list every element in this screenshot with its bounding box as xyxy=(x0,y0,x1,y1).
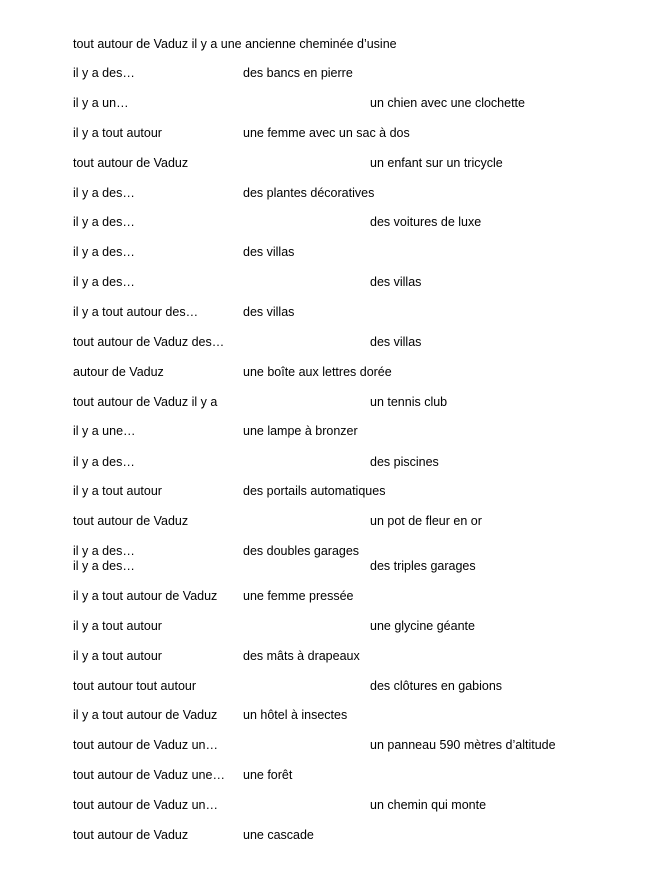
poem-line-3-c3: un chien avec une clochette xyxy=(370,96,525,110)
poem-line-18-c1: il y a des… xyxy=(73,544,135,558)
poem-line-12-c1: autour de Vaduz xyxy=(73,365,164,379)
poem-line-23-c1: tout autour tout autour xyxy=(73,679,197,693)
poem-line-8-c1: il y a des… xyxy=(73,245,135,259)
poem-line-19-c1: il y a des… xyxy=(73,559,135,573)
poem-line-25-c1: tout autour de Vaduz un… xyxy=(73,738,219,752)
poem-line-21-c3: une glycine géante xyxy=(370,619,475,633)
poem-line-1-c1: tout autour de Vaduz il y a une ancienne cheminée d’usine xyxy=(73,37,397,51)
poem-line-7-c1: il y a des… xyxy=(73,215,135,229)
poem-line-3-c1: il y a un… xyxy=(73,96,129,110)
poem-line-9-c1: il y a des… xyxy=(73,275,135,289)
poem-line-28-c2: une cascade xyxy=(243,828,314,842)
poem-line-10-c2: des villas xyxy=(243,305,295,319)
poem-line-2-c1: il y a des… xyxy=(73,66,135,80)
poem-line-27-c3: un chemin qui monte xyxy=(370,798,487,812)
poem-line-20-c2: une femme pressée xyxy=(243,589,354,603)
poem-line-15-c3: des piscines xyxy=(370,455,439,469)
poem-line-13-c3: un tennis club xyxy=(370,395,448,409)
poem-line-22-c1: il y a tout autour xyxy=(73,649,162,663)
poem-line-4-c2: une femme avec un sac à dos xyxy=(243,126,410,140)
poem-line-16-c2: des portails automatiques xyxy=(243,484,386,498)
poem-line-18-c2: des doubles garages xyxy=(243,544,360,558)
poem-line-5-c1: tout autour de Vaduz xyxy=(73,156,189,170)
poem-line-8-c2: des villas xyxy=(243,245,295,259)
poem-line-6-c1: il y a des… xyxy=(73,186,135,200)
poem-line-11-c3: des villas xyxy=(370,335,422,349)
poem-line-22-c2: des mâts à drapeaux xyxy=(243,649,360,663)
poem-line-17-c1: tout autour de Vaduz xyxy=(73,514,189,528)
poem-line-13-c1: tout autour de Vaduz il y a xyxy=(73,395,218,409)
poem-line-9-c3: des villas xyxy=(370,275,422,289)
poem-line-23-c3: des clôtures en gabions xyxy=(370,679,503,693)
poem-line-17-c3: un pot de fleur en or xyxy=(370,514,482,528)
poem-line-14-c2: une lampe à bronzer xyxy=(243,424,358,438)
poem-line-15-c1: il y a des… xyxy=(73,455,135,469)
poem-line-5-c3: un enfant sur un tricycle xyxy=(370,156,503,170)
poem-line-16-c1: il y a tout autour xyxy=(73,484,162,498)
poem-line-24-c2: un hôtel à insectes xyxy=(243,708,348,722)
poem-line-26-c2: une forêt xyxy=(243,768,293,782)
poem-line-26-c1: tout autour de Vaduz une… xyxy=(73,768,225,782)
poem-line-4-c1: il y a tout autour xyxy=(73,126,162,140)
poem-line-10-c1: il y a tout autour des… xyxy=(73,305,199,319)
poem-line-24-c1: il y a tout autour de Vaduz xyxy=(73,708,218,722)
poem-line-27-c1: tout autour de Vaduz un… xyxy=(73,798,219,812)
poem-line-2-c2: des bancs en pierre xyxy=(243,66,353,80)
poem-line-25-c3: un panneau 590 mètres d’altitude xyxy=(370,738,556,752)
poem-line-28-c1: tout autour de Vaduz xyxy=(73,828,189,842)
poem-line-19-c3: des triples garages xyxy=(370,559,476,573)
poem-line-6-c2: des plantes décoratives xyxy=(243,186,375,200)
poem-line-11-c1: tout autour de Vaduz des… xyxy=(73,335,225,349)
poem-line-14-c1: il y a une… xyxy=(73,424,136,438)
poem-line-7-c3: des voitures de luxe xyxy=(370,215,482,229)
poem-line-21-c1: il y a tout autour xyxy=(73,619,162,633)
poem-line-20-c1: il y a tout autour de Vaduz xyxy=(73,589,218,603)
poem-line-12-c2: une boîte aux lettres dorée xyxy=(243,365,392,379)
